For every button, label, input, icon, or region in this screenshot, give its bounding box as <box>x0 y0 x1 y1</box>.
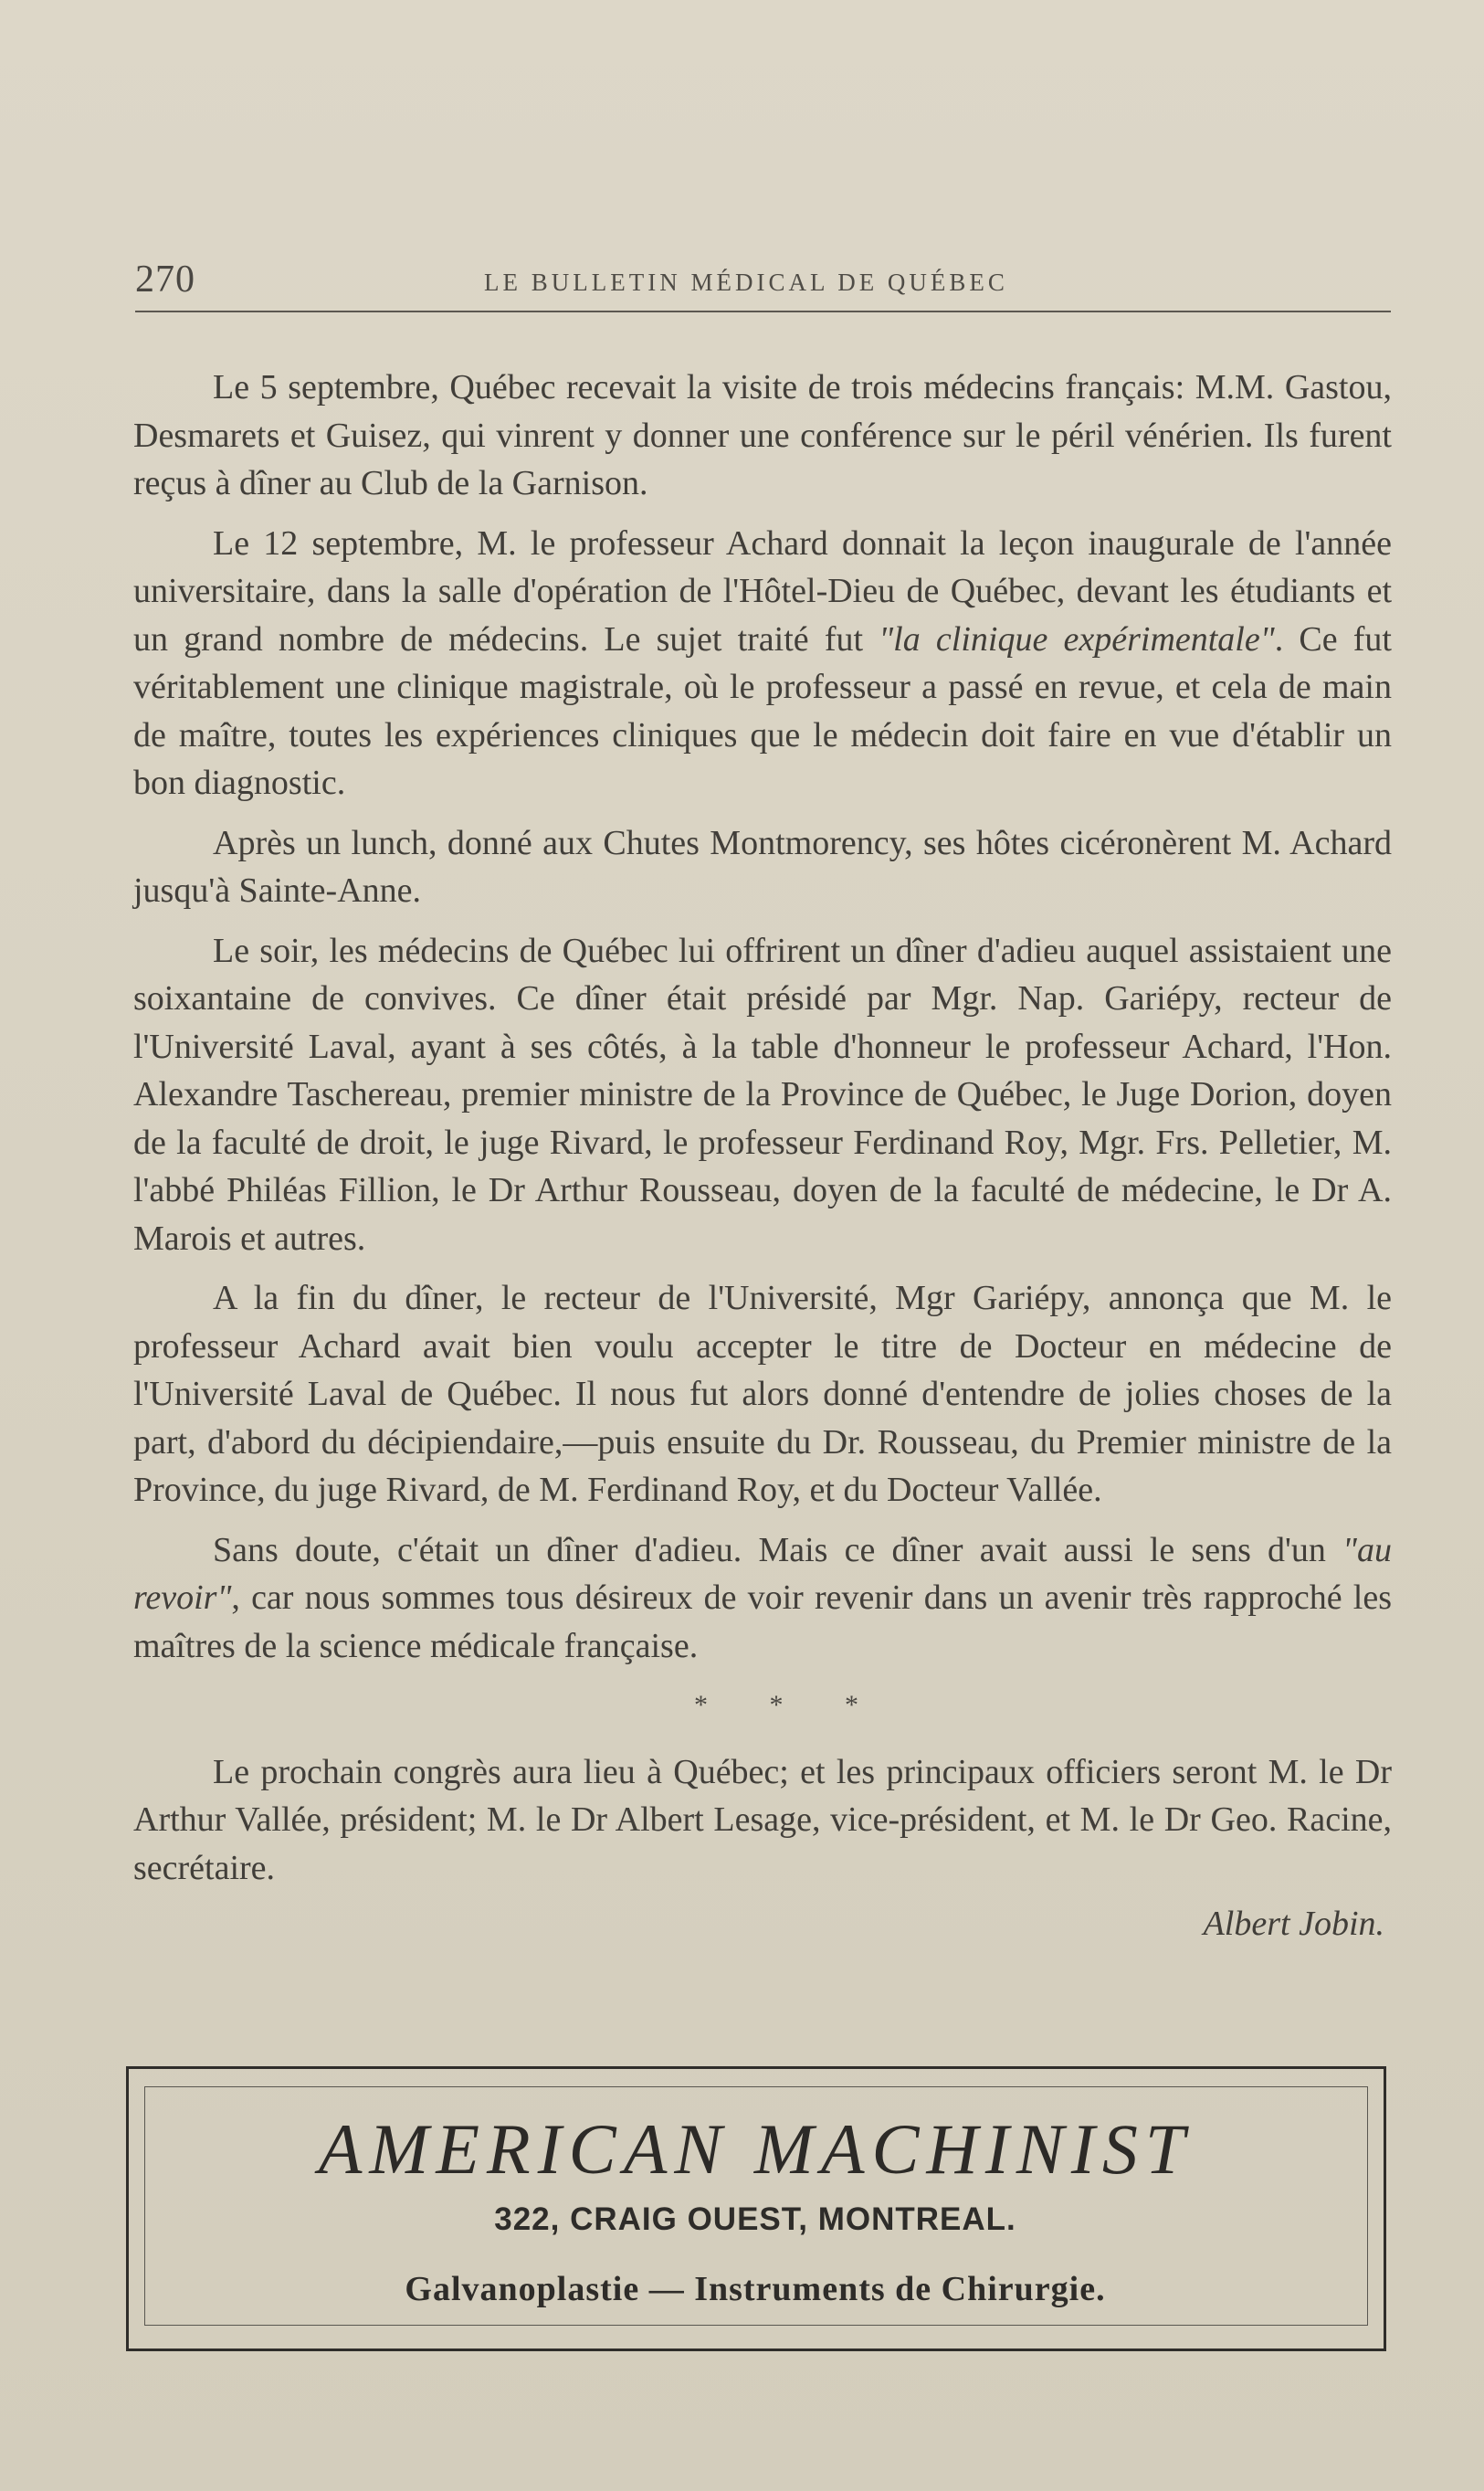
paragraph-3: Après un lunch, donné aux Chutes Montmorency, ses hôtes cicéronèrent M. Achard jusqu'à Sainte-Anne. <box>133 823 1392 910</box>
author-signature: Albert Jobin. <box>1203 1905 1384 1943</box>
advertisement-box <box>126 2066 1384 2351</box>
paragraph-6-text: Sans doute, c'était un dîner d'adieu. Mais ce dîner avait aussi le sens d'un <box>213 1530 1326 1569</box>
paragraph-2-continuation: . Ce fut véritablement une clinique magistrale, où le professeur a passé en revue, et cela de main de maître, toutes les expériences cliniques que le médecin doit faire en vue d'établir un bon diagnostic. <box>133 619 1392 802</box>
section-separator: * * * <box>694 1690 886 1720</box>
paragraph-7: Le prochain congrès aura lieu à Québec; et les principaux officiers seront M. le Dr Arthur Vallée, président; M. le Dr Albert Lesage, vice-président, et M. le Dr Geo. Racine, secrétaire. <box>133 1752 1392 1887</box>
au-revoir-phrase: "au revoir" <box>133 1530 1392 1617</box>
ad-address: 322, CRAIG OUEST, MONTREAL. <box>494 2201 1016 2237</box>
running-head: LE BULLETIN MÉDICAL DE QUÉBEC <box>484 269 1008 296</box>
ad-services: Galvanoplastie — Instruments de Chirurgie. <box>405 2270 1106 2308</box>
paragraph-5: A la fin du dîner, le recteur de l'Université, Mgr Gariépy, annonça que M. le professeur Achard avait bien voulu accepter le titre de Docteur en médecine de l'Université Laval de Québec. Il nous fut alors donné d'entendre de jolies choses de la part, d'abord du décipiendaire,—puis ensuite du Dr. Rousseau, du Premier ministre de la Province, du juge Rivard, de M. Ferdinand Roy, et du Docteur Vallée. <box>133 1279 1392 1509</box>
paragraph-2 <box>133 520 1392 807</box>
page-number: 270 <box>135 259 195 301</box>
header-rule <box>135 311 1391 312</box>
paragraph-1: Le 5 septembre, Québec recevait la visite de trois médecins français: M.M. Gastou, Desmarets et Guisez, qui vinrent y donner une conférence sur le péril vénérien. Ils furent reçus à dîner au Club de la Garnison. <box>133 368 1392 502</box>
article-body <box>133 364 1392 1948</box>
paragraph-4: Le soir, les médecins de Québec lui offrirent un dîner d'adieu auquel assistaient une soixantaine de convives. Ce dîner était présidé par Mgr. Nap. Gariépy, recteur de l'Université Laval, ayant à ses côtés, à la table d'honneur le professeur Achard, l'Hon. Alexandre Taschereau, premier ministre de la Province de Québec, le Juge Dorion, doyen de la faculté de droit, le juge Rivard, le professeur Ferdinand Roy, Mgr. Frs. Pelletier, M. l'abbé Philéas Fillion, le Dr Arthur Rousseau, doyen de la faculté de médecine, le Dr A. Marois et autres. <box>133 931 1392 1258</box>
paragraph-2-text: Le 12 septembre, M. le professeur Achard donnait la leçon inaugurale de l'année universitaire, dans la salle d'opération de l'Hôtel-Dieu de Québec, devant les étudiants et un grand nombre de médecins. Le sujet traité fut <box>133 523 1392 659</box>
ad-title: AMERICAN MACHINIST <box>318 2109 1193 2189</box>
page-header <box>135 258 1383 305</box>
lecture-subject: "la clinique expérimentale" <box>879 619 1275 659</box>
paragraph-6 <box>133 1526 1392 1671</box>
paragraph-6-continuation: , car nous sommes tous désireux de voir revenir dans un avenir très rapproché les maîtres de la science médicale française. <box>133 1578 1392 1665</box>
